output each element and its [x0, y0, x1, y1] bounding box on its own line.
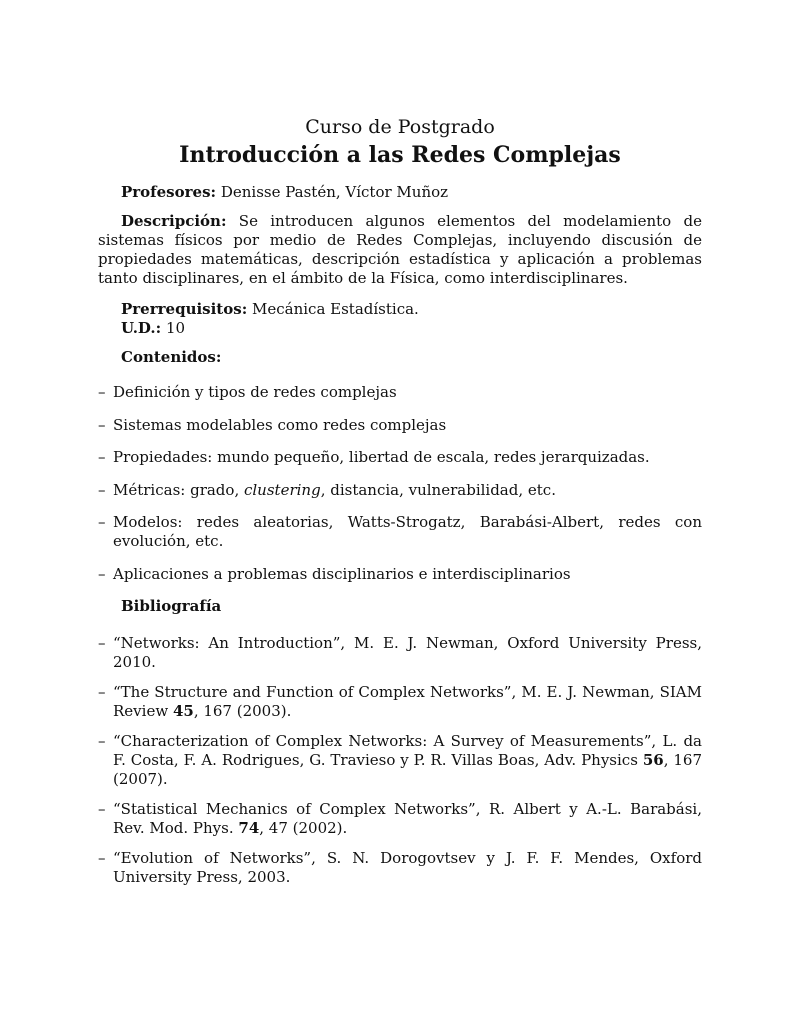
profesores-value: Denisse Pastén, Víctor Muñoz	[216, 183, 449, 201]
dash-bullet: –	[98, 480, 106, 499]
dash-bullet: –	[98, 634, 106, 652]
list-item: – Aplicaciones a problemas disciplinarios e interdisciplinarios	[98, 564, 571, 583]
list-item: – “Statistical Mechanics of Complex Networks”, R. Albert y A.-L. Barabási, Rev. Mod. Phys. 74, 47 (2002).	[98, 800, 702, 837]
list-item: – Métricas: grado, clustering, distancia, vulnerabilidad, etc.	[98, 480, 556, 499]
list-item: – Definición y tipos de redes complejas	[98, 383, 397, 401]
course-title: Introducción a las Redes Complejas	[179, 142, 621, 168]
volume-number: 45	[172, 702, 194, 720]
profesores-line	[98, 183, 725, 202]
list-item: – “The Structure and Function of Complex Networks”, M. E. J. Newman, SIAM Review 45, 167 (2003).	[98, 683, 702, 720]
prerrequisitos-value: Mecánica Estadística.	[247, 300, 419, 318]
dash-bullet: –	[98, 513, 106, 531]
ud-label: U.D.:	[121, 319, 162, 337]
dash-bullet: –	[98, 732, 106, 750]
list-item: – Propiedades: mundo pequeño, libertad de escala, redes jerarquizadas.	[98, 448, 650, 466]
dash-bullet: –	[98, 564, 106, 583]
descripcion-label: Descripción:	[121, 212, 227, 230]
prerrequisitos-label: Prerrequisitos:	[121, 300, 248, 318]
contenidos-list	[98, 383, 702, 597]
course-label: Curso de Postgrado	[305, 116, 495, 138]
list-item: – “Evolution of Networks”, S. N. Dorogovtsev y J. F. F. Mendes, Oxford University Press, 2003.	[98, 849, 702, 886]
bibliografia-heading: Bibliografía	[121, 597, 222, 615]
volume-number: 74	[238, 819, 260, 837]
dash-bullet: –	[98, 383, 106, 401]
prerrequisitos-line	[98, 300, 725, 319]
italic-term: clustering	[243, 480, 321, 499]
dash-bullet: –	[98, 448, 106, 466]
volume-number: 56	[642, 751, 664, 769]
dash-bullet: –	[98, 415, 106, 434]
descripcion-value: Se introducen algunos elementos del modelamiento de sistemas físicos por medio de Redes Complejas, incluyendo discusión de propiedades matemáticas, descripción estadística y aplicación a problemas tanto disciplinares, en el ámbito de la Física, como interdisciplinares.	[98, 212, 702, 287]
ud-value: 10	[161, 319, 186, 337]
dash-bullet: –	[98, 683, 106, 701]
list-item: – Modelos: redes aleatorias, Watts-Strogatz, Barabási-Albert, redes con evolución, etc.	[98, 513, 702, 550]
ud-line	[98, 319, 725, 338]
dash-bullet: –	[98, 849, 106, 867]
list-item: – “Networks: An Introduction”, M. E. J. Newman, Oxford University Press, 2010.	[98, 634, 702, 671]
contenidos-heading: Contenidos:	[121, 348, 222, 366]
descripcion-paragraph	[98, 212, 702, 288]
dash-bullet: –	[98, 800, 106, 818]
list-item: – “Characterization of Complex Networks: A Survey of Measurements”, L. da F. Costa, F. A. Rodrigues, G. Travieso y P. R. Villas Boas, Adv. Physics 56, 167 (2007).	[98, 732, 702, 788]
list-item: – Sistemas modelables como redes complejas	[98, 415, 447, 434]
profesores-label: Profesores:	[121, 183, 217, 201]
bibliografia-list	[98, 634, 702, 898]
